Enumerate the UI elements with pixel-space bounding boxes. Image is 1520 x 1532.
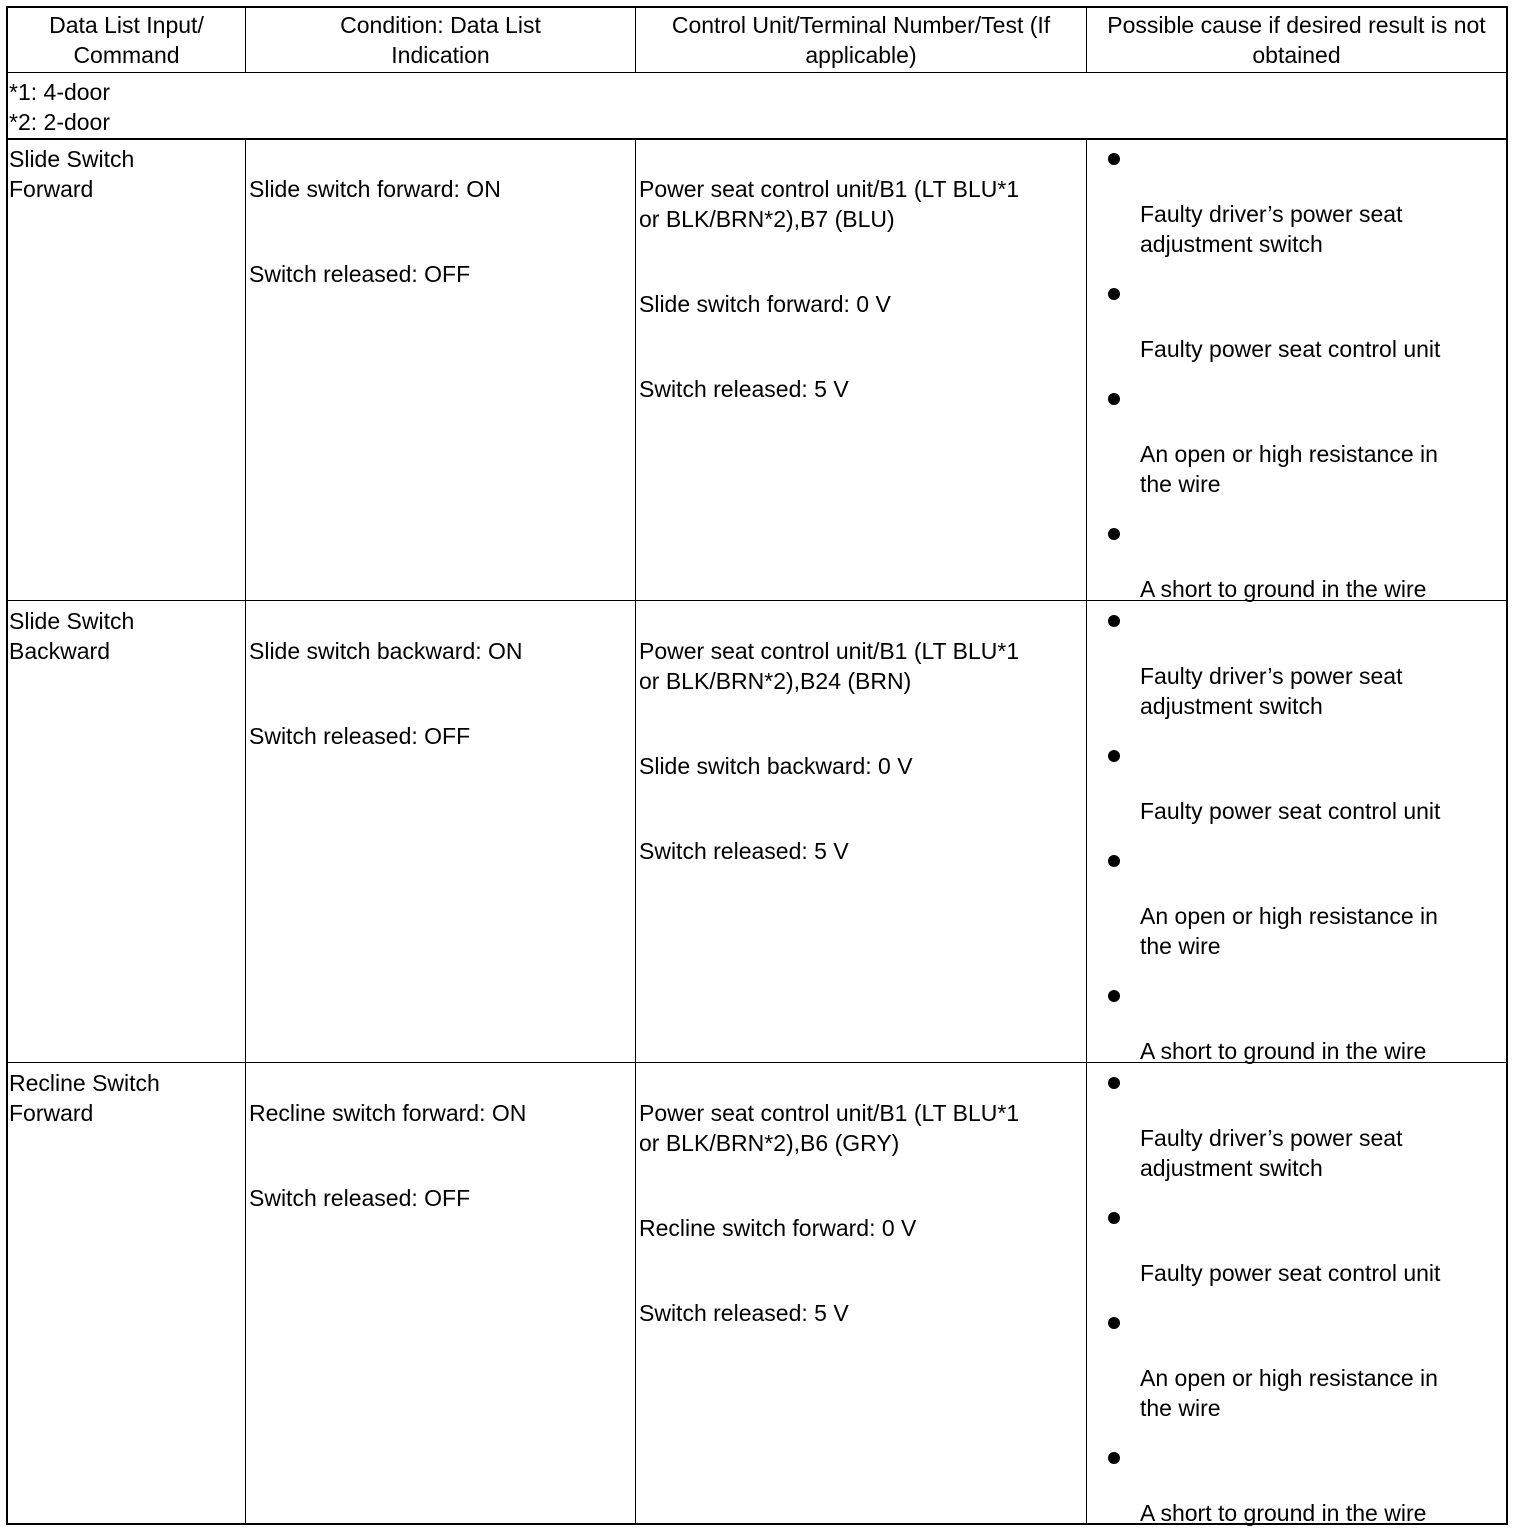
cause-text: A short to ground in the wire (1140, 1500, 1427, 1526)
cause-text: Faulty power seat control unit (1140, 336, 1441, 362)
condition-text: Switch released: OFF (249, 723, 471, 749)
test-text: Power seat control unit/B1 (LT BLU*1 or BLK/BRN*2),B7 (BLU) (639, 176, 1020, 232)
bullet-icon (1108, 1317, 1120, 1329)
cause-text: An open or high resistance in the wire (1140, 903, 1438, 959)
test-text: Slide switch backward: 0 V (639, 753, 913, 779)
command-cell: Slide Switch Backward (9, 608, 135, 664)
bullet-icon (1108, 288, 1120, 300)
bullet-icon (1108, 615, 1120, 627)
bullet-icon (1108, 393, 1120, 405)
test-cell (639, 606, 1019, 921)
cause-text: Faulty power seat control unit (1140, 1260, 1441, 1286)
footnote: *2: 2-door (9, 109, 111, 135)
condition-text: Slide switch forward: ON (249, 176, 501, 202)
bullet-icon (1108, 750, 1120, 762)
row-divider (6, 138, 1508, 140)
column-header-condition: Condition: Data List Indication (340, 12, 541, 68)
test-text: Slide switch forward: 0 V (639, 291, 891, 317)
bullet-icon (1108, 855, 1120, 867)
cause-text: A short to ground in the wire (1140, 576, 1427, 602)
condition-cell (249, 606, 523, 806)
row-divider (6, 72, 1508, 73)
column-header-possible-cause: Possible cause if desired result is not obtained (1107, 12, 1486, 68)
test-cell (639, 1068, 1019, 1383)
test-text: Switch released: 5 V (639, 376, 849, 402)
condition-cell (249, 1068, 526, 1268)
cause-text: Faulty power seat control unit (1140, 798, 1441, 824)
test-text: Switch released: 5 V (639, 1300, 849, 1326)
bullet-icon (1108, 990, 1120, 1002)
command-cell: Recline Switch Forward (9, 1070, 160, 1126)
condition-text: Slide switch backward: ON (249, 638, 523, 664)
cause-text: An open or high resistance in the wire (1140, 441, 1438, 497)
column-header-command: Data List Input/ Command (49, 12, 204, 68)
cause-text: Faulty driver’s power seat adjustment switch (1140, 663, 1403, 719)
bullet-icon (1108, 528, 1120, 540)
cause-text: A short to ground in the wire (1140, 1038, 1427, 1064)
footnote: *1: 4-door (9, 79, 111, 105)
command-cell: Slide Switch Forward (9, 146, 135, 202)
bullet-icon (1108, 1077, 1120, 1089)
cause-text: Faulty driver’s power seat adjustment switch (1140, 1125, 1403, 1181)
cause-text: Faulty driver’s power seat adjustment switch (1140, 201, 1403, 257)
column-header-test: Control Unit/Terminal Number/Test (If applicable) (671, 12, 1051, 68)
condition-text: Switch released: OFF (249, 261, 471, 287)
column-divider (1086, 139, 1087, 1525)
column-divider (245, 139, 246, 1525)
test-cell (639, 144, 1019, 459)
bullet-icon (1108, 1212, 1120, 1224)
cause-text: An open or high resistance in the wire (1140, 1365, 1438, 1421)
test-text: Recline switch forward: 0 V (639, 1215, 917, 1241)
column-divider (635, 139, 636, 1525)
test-text: Power seat control unit/B1 (LT BLU*1 or BLK/BRN*2),B6 (GRY) (639, 1100, 1020, 1156)
condition-text: Switch released: OFF (249, 1185, 471, 1211)
test-text: Power seat control unit/B1 (LT BLU*1 or BLK/BRN*2),B24 (BRN) (639, 638, 1020, 694)
bullet-icon (1108, 1452, 1120, 1464)
bullet-icon (1108, 153, 1120, 165)
condition-text: Recline switch forward: ON (249, 1100, 527, 1126)
condition-cell (249, 144, 501, 344)
test-text: Switch released: 5 V (639, 838, 849, 864)
